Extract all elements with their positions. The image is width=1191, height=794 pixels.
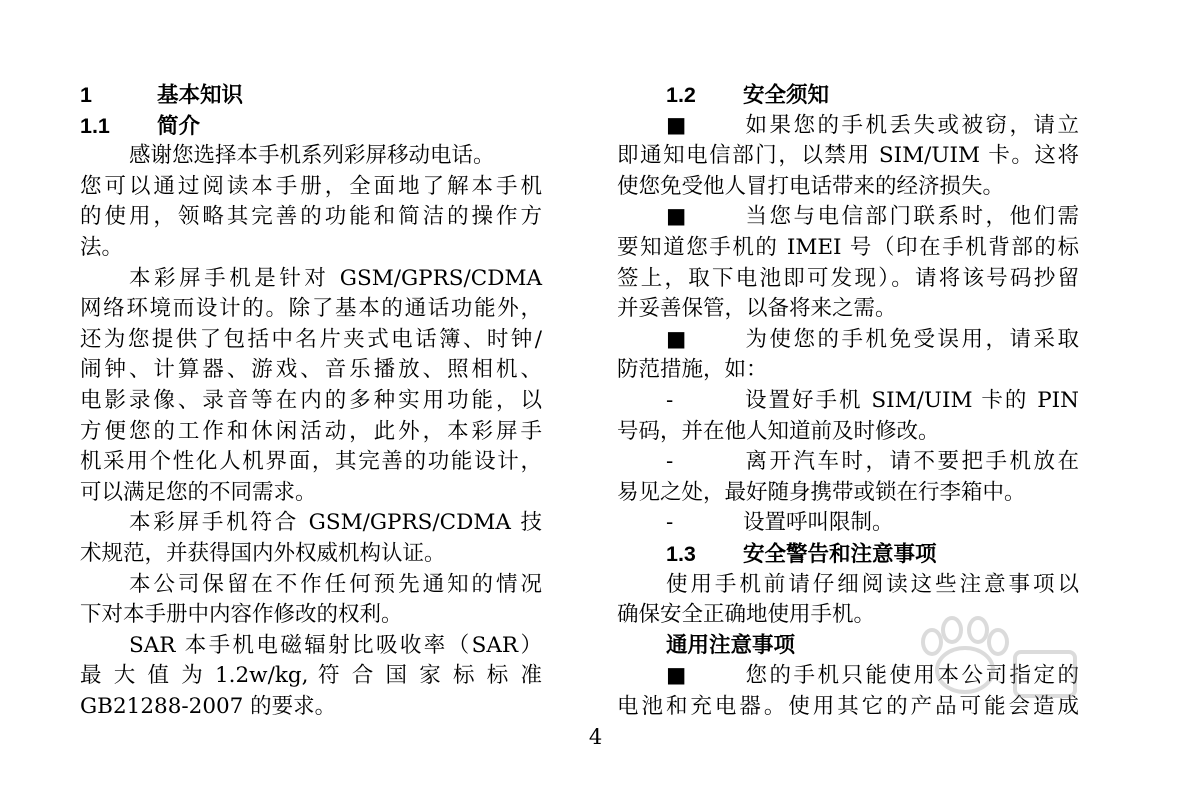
bullet-text: 设置呼叫限制。 — [743, 510, 894, 536]
heading-title: 基本知识 — [157, 83, 244, 108]
page-number: 4 — [588, 725, 603, 749]
text-line: 本彩屏手机符合 GSM/GPRS/CDMA 技 — [129, 510, 542, 536]
text-line: 您可以通过阅读本手册，全面地了解本手机 — [80, 173, 542, 199]
dash-bullet: - — [666, 449, 674, 475]
heading-title: 安全警告和注意事项 — [743, 541, 937, 567]
text-line — [617, 325, 1079, 356]
text-line — [617, 508, 1079, 539]
text-line: 最 大 值 为 1.2w/kg, 符 合 国 家 标 标 准 — [80, 663, 542, 689]
text-line: 网络环境而设计的。除了基本的通话功能外， — [80, 296, 542, 322]
paragraph-rights — [80, 570, 542, 631]
dash-item-call-barring — [617, 508, 1079, 539]
paragraph-sar — [80, 631, 542, 723]
bullet-item-misuse — [617, 325, 1079, 386]
text-line: 本彩屏手机是针对 GSM/GPRS/CDMA — [129, 265, 542, 291]
bullet-text: 离开汽车时，请不要把手机放在 — [743, 449, 1079, 475]
square-bullet-icon: ■ — [666, 112, 687, 138]
subheading-general-precautions: 通用注意事项 — [666, 632, 796, 658]
bullet-item-battery — [617, 661, 1079, 722]
heading-number: 1.1 — [80, 113, 110, 138]
text-line: 感谢您选择本手机系列彩屏移动电话。 — [129, 143, 495, 169]
heading-1-2 — [617, 80, 1079, 111]
dash-bullet: - — [666, 510, 674, 536]
text-line: 电影录像、录音等在内的多种实用功能，以 — [80, 387, 542, 413]
heading-number: 1.2 — [666, 83, 696, 107]
text-line: 电池和充电器。使用其它的产品可能会造成 — [617, 693, 1079, 719]
left-column — [80, 80, 542, 722]
square-bullet-icon: ■ — [666, 663, 687, 689]
heading-1-3 — [617, 539, 1079, 570]
text-line: SAR 本手机电磁辐射比吸收率（SAR） — [129, 632, 542, 658]
bullet-text: 当您与电信部门联系时，他们需 — [743, 204, 1079, 230]
text-line: 并妥善保管，以备将来之需。 — [617, 296, 897, 322]
square-bullet-icon: ■ — [666, 326, 687, 352]
text-line: 下对本手册中内容作修改的权利。 — [80, 602, 403, 628]
square-bullet-icon: ■ — [666, 204, 687, 230]
heading-number: 1.3 — [666, 541, 696, 566]
text-line — [617, 202, 1079, 233]
text-line: 易见之处，最好随身携带或锁在行李箱中。 — [617, 479, 1026, 505]
text-line: 即通知电信部门，以禁用 SIM/UIM 卡。这将 — [617, 143, 1079, 169]
paragraph-features — [80, 264, 542, 509]
text-line: 要知道您手机的 IMEI 号（印在手机背部的标 — [617, 234, 1079, 260]
heading-title: 简介 — [157, 113, 201, 139]
text-line — [617, 447, 1079, 478]
bullet-item-imei — [617, 202, 1079, 324]
text-line — [617, 111, 1079, 142]
dash-bullet: - — [666, 387, 674, 413]
text-line — [617, 661, 1079, 692]
bullet-text: 为使您的手机免受误用，请采取 — [743, 326, 1079, 352]
text-line: GB21288-2007 的要求。 — [80, 693, 337, 719]
text-line: 还为您提供了包括中名片夹式电话簿、时钟/ — [80, 326, 542, 352]
heading-title: 安全须知 — [743, 83, 830, 108]
right-column — [617, 80, 1079, 722]
text-line: 本公司保留在不作任何预先通知的情况 — [129, 571, 542, 597]
text-line: 使您免受他人冒打电话带来的经济损失。 — [617, 173, 1005, 199]
text-line: 法。 — [80, 234, 124, 260]
text-line: 确保安全正确地使用手机。 — [617, 602, 876, 628]
text-line: 闹钟、计算器、游戏、音乐播放、照相机、 — [80, 357, 542, 383]
text-line: 的使用，领略其完善的功能和简洁的操作方 — [80, 204, 542, 230]
dash-item-pin — [617, 386, 1079, 447]
bullet-text: 您的手机只能使用本公司指定的 — [743, 663, 1079, 689]
paragraph-intro — [80, 141, 542, 263]
paragraph-certification — [80, 508, 542, 569]
bullet-item-lost-phone — [617, 111, 1079, 203]
text-line: 机采用个性化人机界面，其完善的功能设计， — [80, 449, 542, 475]
bullet-text: 设置好手机 SIM/UIM 卡的 PIN — [743, 387, 1079, 413]
heading-1-1 — [80, 111, 542, 142]
text-line: 可以满足您的不同需求。 — [80, 479, 317, 505]
text-line: 防范措施，如： — [617, 357, 768, 383]
text-line: 签上，取下电池即可发现）。请将该号码抄留 — [617, 265, 1079, 291]
heading-1 — [80, 80, 542, 111]
text-line: 术规范，并获得国内外权威机构认证。 — [80, 540, 446, 566]
text-line: 使用手机前请仔细阅读这些注意事项以 — [666, 571, 1079, 597]
text-line: 号码，并在他人知道前及时修改。 — [617, 418, 940, 444]
heading-number: 1 — [80, 83, 92, 107]
text-line — [617, 386, 1079, 417]
dash-item-car — [617, 447, 1079, 508]
text-line: 方便您的工作和休闲活动，此外，本彩屏手 — [80, 418, 542, 444]
paragraph-read-precautions — [617, 570, 1079, 631]
bullet-text: 如果您的手机丢失或被窃，请立 — [743, 112, 1079, 138]
